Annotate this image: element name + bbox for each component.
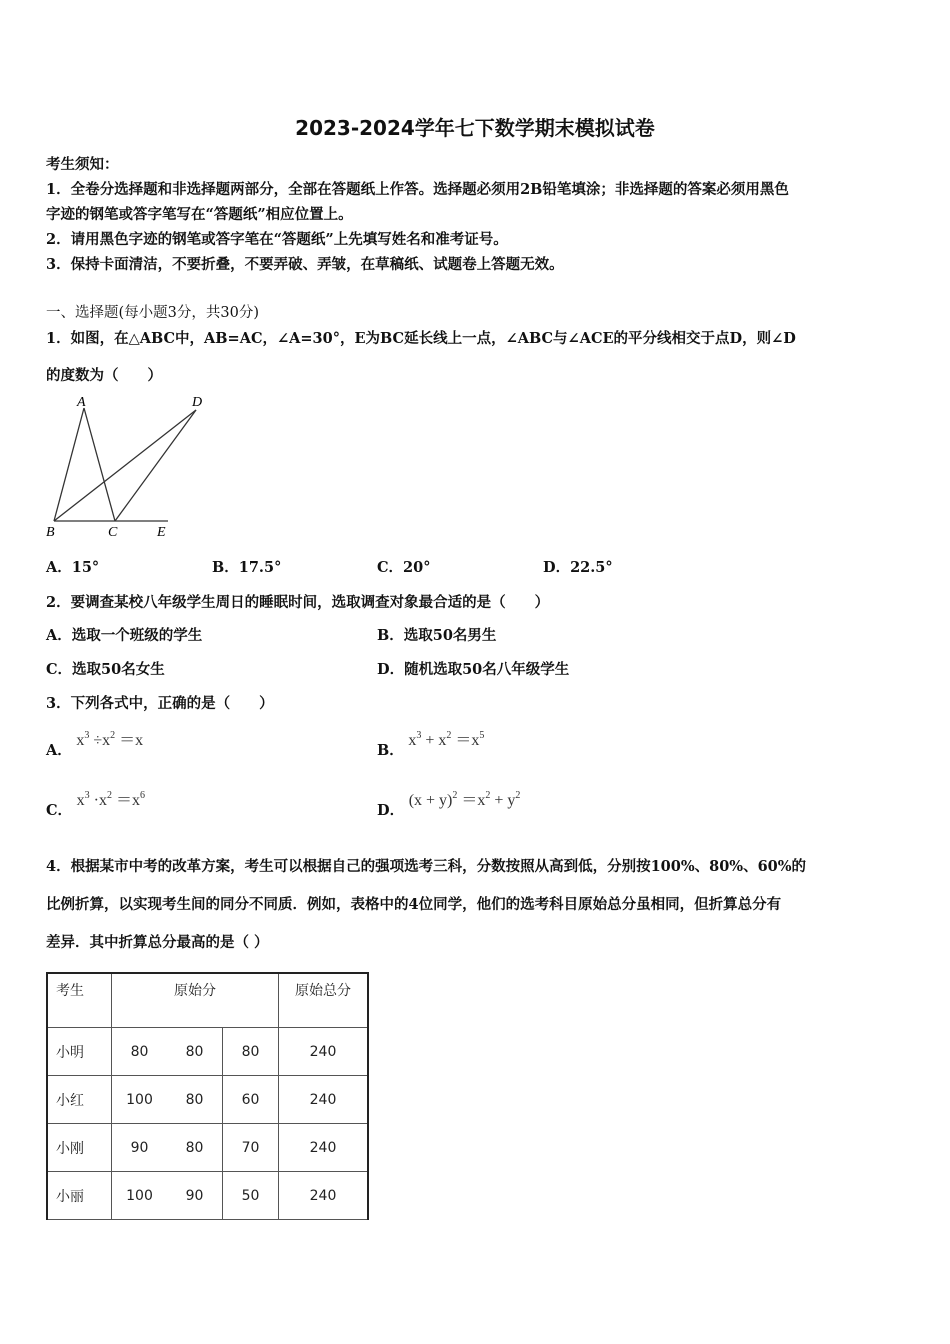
notice-item-1-cont: 字迹的钢笔或答字笔写在“答题纸”相应位置上。 [46, 206, 353, 223]
header-raw-total: 原始总分 [279, 973, 369, 1028]
q3-option-d[interactable] [377, 787, 521, 819]
point-label-d: D [192, 395, 203, 410]
q3-option-a-letter: A． [46, 742, 72, 759]
total-cell: 240 [279, 1172, 369, 1220]
q3-option-b-letter: B． [377, 742, 404, 759]
q4-stem-line2: 比例折算，以实现考生间的同分不同质．例如，表格中的4位同学，他们的选考科目原始总分虽相同，但折算总分有 [46, 896, 782, 913]
q3-option-b[interactable] [377, 727, 485, 759]
total-cell: 240 [279, 1124, 369, 1172]
q3-option-a-formula: $x^3 \div x^2 =x$ [76, 730, 144, 749]
q3-option-b-formula: $x^3 + x^2 =x^5$ [408, 730, 485, 749]
score-cell: 80 [167, 1124, 223, 1172]
segment-ac [84, 408, 115, 521]
score-cell: 90 [167, 1172, 223, 1220]
point-label-b: B [46, 525, 55, 540]
table-row [47, 1028, 368, 1076]
notice-item-2: 2．请用黑色字迹的钢笔或答字笔在“答题纸”上先填写姓名和准考证号。 [46, 231, 508, 248]
q1-option-b[interactable]: B．17.5° [212, 559, 282, 576]
table-row [47, 1172, 368, 1220]
table-header-row [47, 973, 368, 1028]
q2-stem: 2．要调查某校八年级学生周日的睡眠时间，选取调查对象最合适的是（ ） [46, 594, 550, 611]
table-row [47, 1076, 368, 1124]
score-cell: 60 [223, 1076, 279, 1124]
q3-option-c-formula: $x^3 \cdot x^2 =x^6$ [76, 790, 145, 809]
score-cell: 100 [112, 1172, 168, 1220]
score-table [46, 972, 369, 1220]
notice-item-3: 3．保持卡面清洁，不要折叠，不要弄破、弄皱，在草稿纸、试题卷上答题无效。 [46, 256, 564, 273]
point-label-c: C [108, 525, 118, 540]
segment-bd [54, 410, 196, 521]
section-heading: 一、选择题(每小题3分，共30分) [46, 305, 259, 321]
score-cell: 50 [223, 1172, 279, 1220]
score-cell: 80 [167, 1076, 223, 1124]
table-row [47, 1124, 368, 1172]
q1-stem-line1: 1．如图，在△ABC中，AB=AC，∠A=30°，E为BC延长线上一点，∠ABC与∠ACE的平分线相交于点D，则∠D [46, 330, 796, 347]
header-student: 考生 [47, 973, 112, 1028]
total-cell: 240 [279, 1028, 369, 1076]
q3-option-c[interactable] [46, 787, 145, 819]
q1-option-d[interactable]: D．22.5° [543, 559, 613, 576]
student-name: 小丽 [47, 1172, 112, 1220]
q2-option-b[interactable]: B．选取50名男生 [377, 627, 497, 644]
notice-heading: 考生须知： [46, 156, 119, 173]
q1-geometry-figure [40, 388, 220, 543]
q3-stem: 3．下列各式中，正确的是（ ） [46, 695, 274, 712]
q4-stem-line1: 4．根据某市中考的改革方案，考生可以根据自己的强项选考三科，分数按照从高到低，分别按100%、80%、60%的 [46, 858, 807, 875]
score-cell: 70 [223, 1124, 279, 1172]
segment-ab [54, 408, 84, 521]
score-cell: 90 [112, 1124, 168, 1172]
score-cell: 100 [112, 1076, 168, 1124]
q3-option-d-formula: $(x + y)^2 =x^2 + y^2$ [408, 790, 521, 809]
q1-option-a[interactable]: A．15° [46, 559, 100, 576]
q1-option-c[interactable]: C．20° [377, 559, 431, 576]
score-cell: 80 [112, 1028, 168, 1076]
q3-option-c-letter: C． [46, 802, 73, 819]
q4-stem-line3: 差异．其中折算总分最高的是（ ） [46, 934, 269, 951]
header-raw-scores: 原始分 [112, 973, 279, 1028]
q3-option-a[interactable] [46, 727, 144, 759]
student-name: 小红 [47, 1076, 112, 1124]
q2-option-a[interactable]: A．选取一个班级的学生 [46, 627, 203, 644]
exam-title: 2023-2024学年七下数学期末模拟试卷 [295, 116, 655, 140]
student-name: 小明 [47, 1028, 112, 1076]
point-label-a: A [77, 395, 86, 410]
q3-option-d-letter: D． [377, 802, 405, 819]
student-name: 小刚 [47, 1124, 112, 1172]
q1-stem-line2: 的度数为（ ） [46, 367, 162, 384]
segment-cd [115, 410, 196, 521]
q2-option-d[interactable]: D．随机选取50名八年级学生 [377, 661, 570, 678]
total-cell: 240 [279, 1076, 369, 1124]
q2-option-c[interactable]: C．选取50名女生 [46, 661, 165, 678]
score-cell: 80 [223, 1028, 279, 1076]
point-label-e: E [157, 525, 166, 540]
score-cell: 80 [167, 1028, 223, 1076]
notice-item-1: 1．全卷分选择题和非选择题两部分，全部在答题纸上作答。选择题必须用2B铅笔填涂；非选择题的答案必须用黑色 [46, 181, 789, 198]
